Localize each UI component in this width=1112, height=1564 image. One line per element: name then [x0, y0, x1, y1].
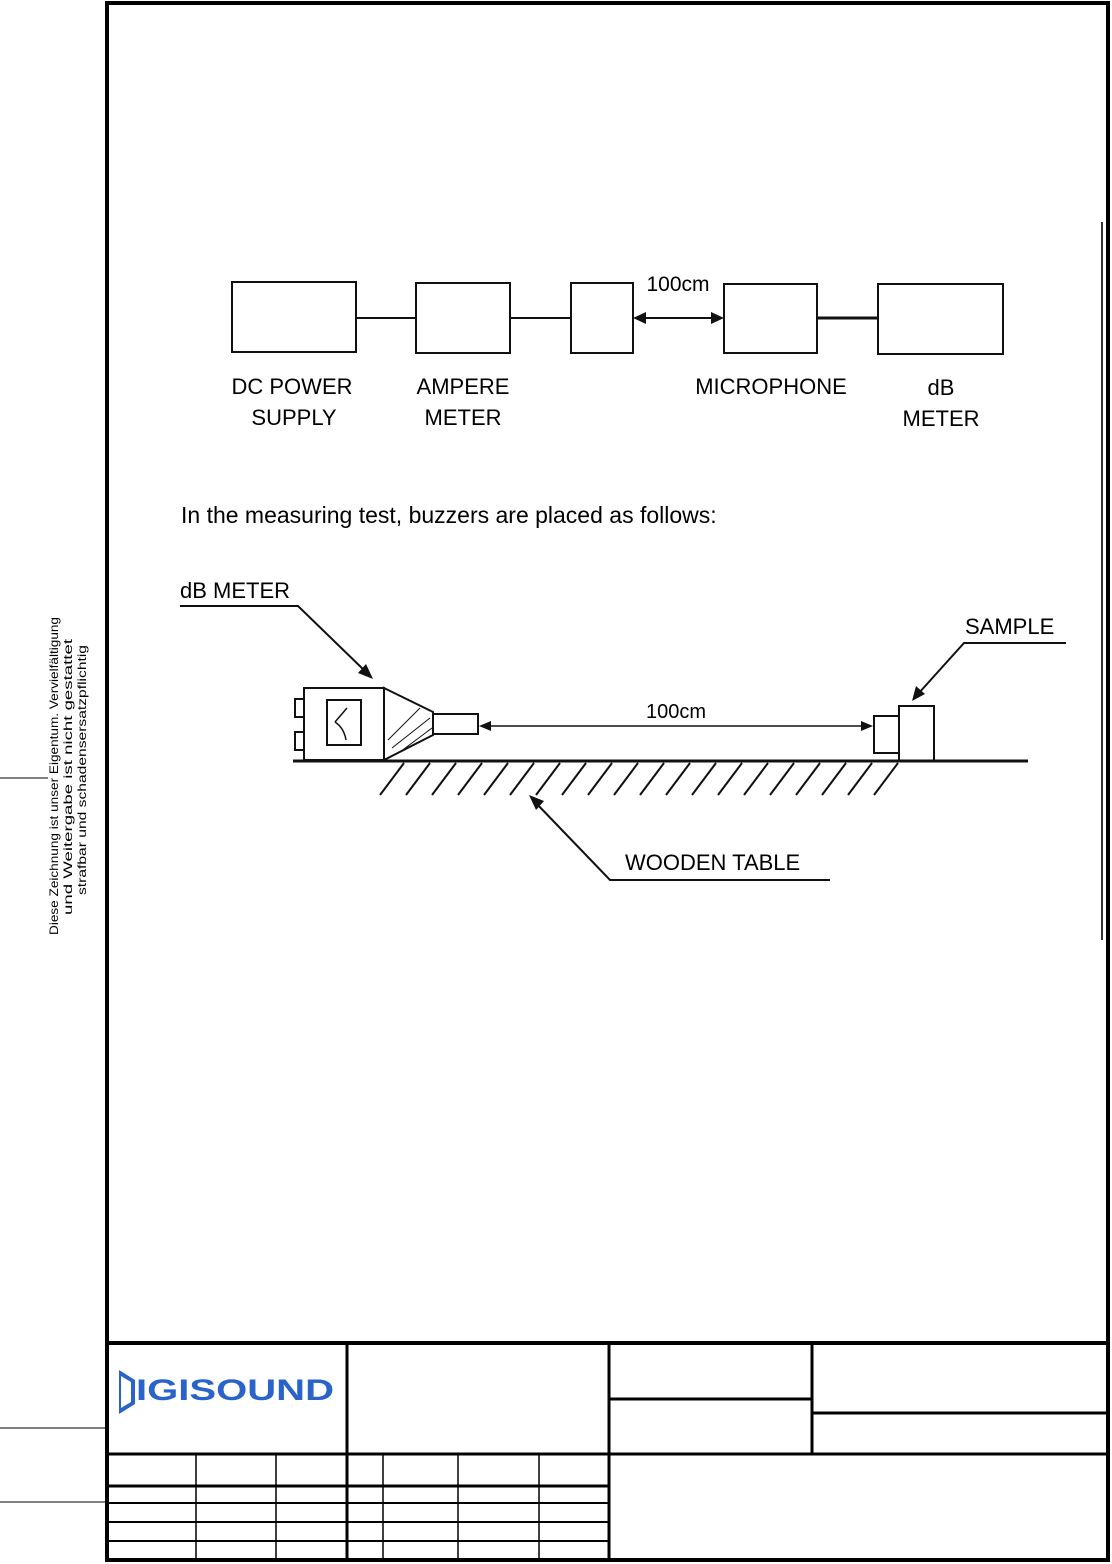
table-hatching [380, 763, 898, 795]
dc-power-supply-label-2: SUPPLY [251, 405, 337, 430]
side-note-line-3: strafbar und schadensersatzpflichtig [75, 702, 89, 895]
db-meter-device-tab-bottom [295, 732, 304, 750]
arrowhead-right [711, 312, 724, 324]
arrowhead-left [633, 312, 646, 324]
sample-callout-label: SAMPLE [965, 614, 1055, 639]
sample-front [874, 716, 899, 753]
db-meter-box [878, 284, 1003, 354]
logo-wordmark: IGISOUND [136, 1374, 334, 1407]
sample-body [899, 706, 934, 761]
wooden-table-label: WOODEN TABLE [625, 850, 801, 875]
db-meter-label-2: METER [902, 406, 980, 431]
db-meter-cone-hatch-2 [388, 708, 420, 740]
db-meter-cone [384, 688, 433, 760]
setup-diagram [232, 273, 1004, 431]
ampere-meter-label-1: AMPERE [416, 374, 510, 399]
microphone-label: MICROPHONE [695, 374, 847, 399]
db-meter-device-tab-top [295, 699, 304, 717]
db-meter-label-1: dB [927, 375, 955, 400]
dc-power-supply-box [232, 282, 356, 352]
buzzer-box [571, 283, 633, 353]
distance-label-top: 100cm [646, 273, 710, 296]
placement-arrowhead-left [479, 721, 491, 731]
db-meter-callout-label: dB METER [180, 578, 291, 603]
sheet-border [107, 3, 1108, 1560]
placement-arrowhead-right [861, 721, 873, 731]
copyright-side-note-svg [40, 610, 102, 940]
microphone-probe [433, 714, 478, 734]
db-meter-needle-icon [335, 708, 347, 740]
placement-diagram [180, 578, 1066, 880]
db-meter-device-body [304, 688, 384, 760]
db-meter-leader [180, 606, 366, 672]
ampere-meter-label-2: METER [424, 405, 502, 430]
db-meter-dial [327, 700, 361, 745]
side-note-line-2: und Weitergabe ist nicht gestattet [61, 737, 75, 915]
db-meter-cone-hatch-3 [400, 728, 432, 752]
placement-distance-label: 100cm [645, 701, 707, 723]
microphone-box [724, 284, 817, 353]
instruction-text: In the measuring test, buzzers are placed as follows: [181, 502, 717, 528]
ampere-meter-box [416, 283, 510, 353]
side-note-line-1: Diese Zeichnung ist unser Eigentum. Vervielfältigung [47, 654, 61, 935]
dc-power-supply-label-1: DC POWER [231, 374, 353, 399]
digisound-logo [119, 1370, 334, 1414]
copyright-side-note [40, 610, 102, 940]
sample-leader [918, 643, 1066, 694]
